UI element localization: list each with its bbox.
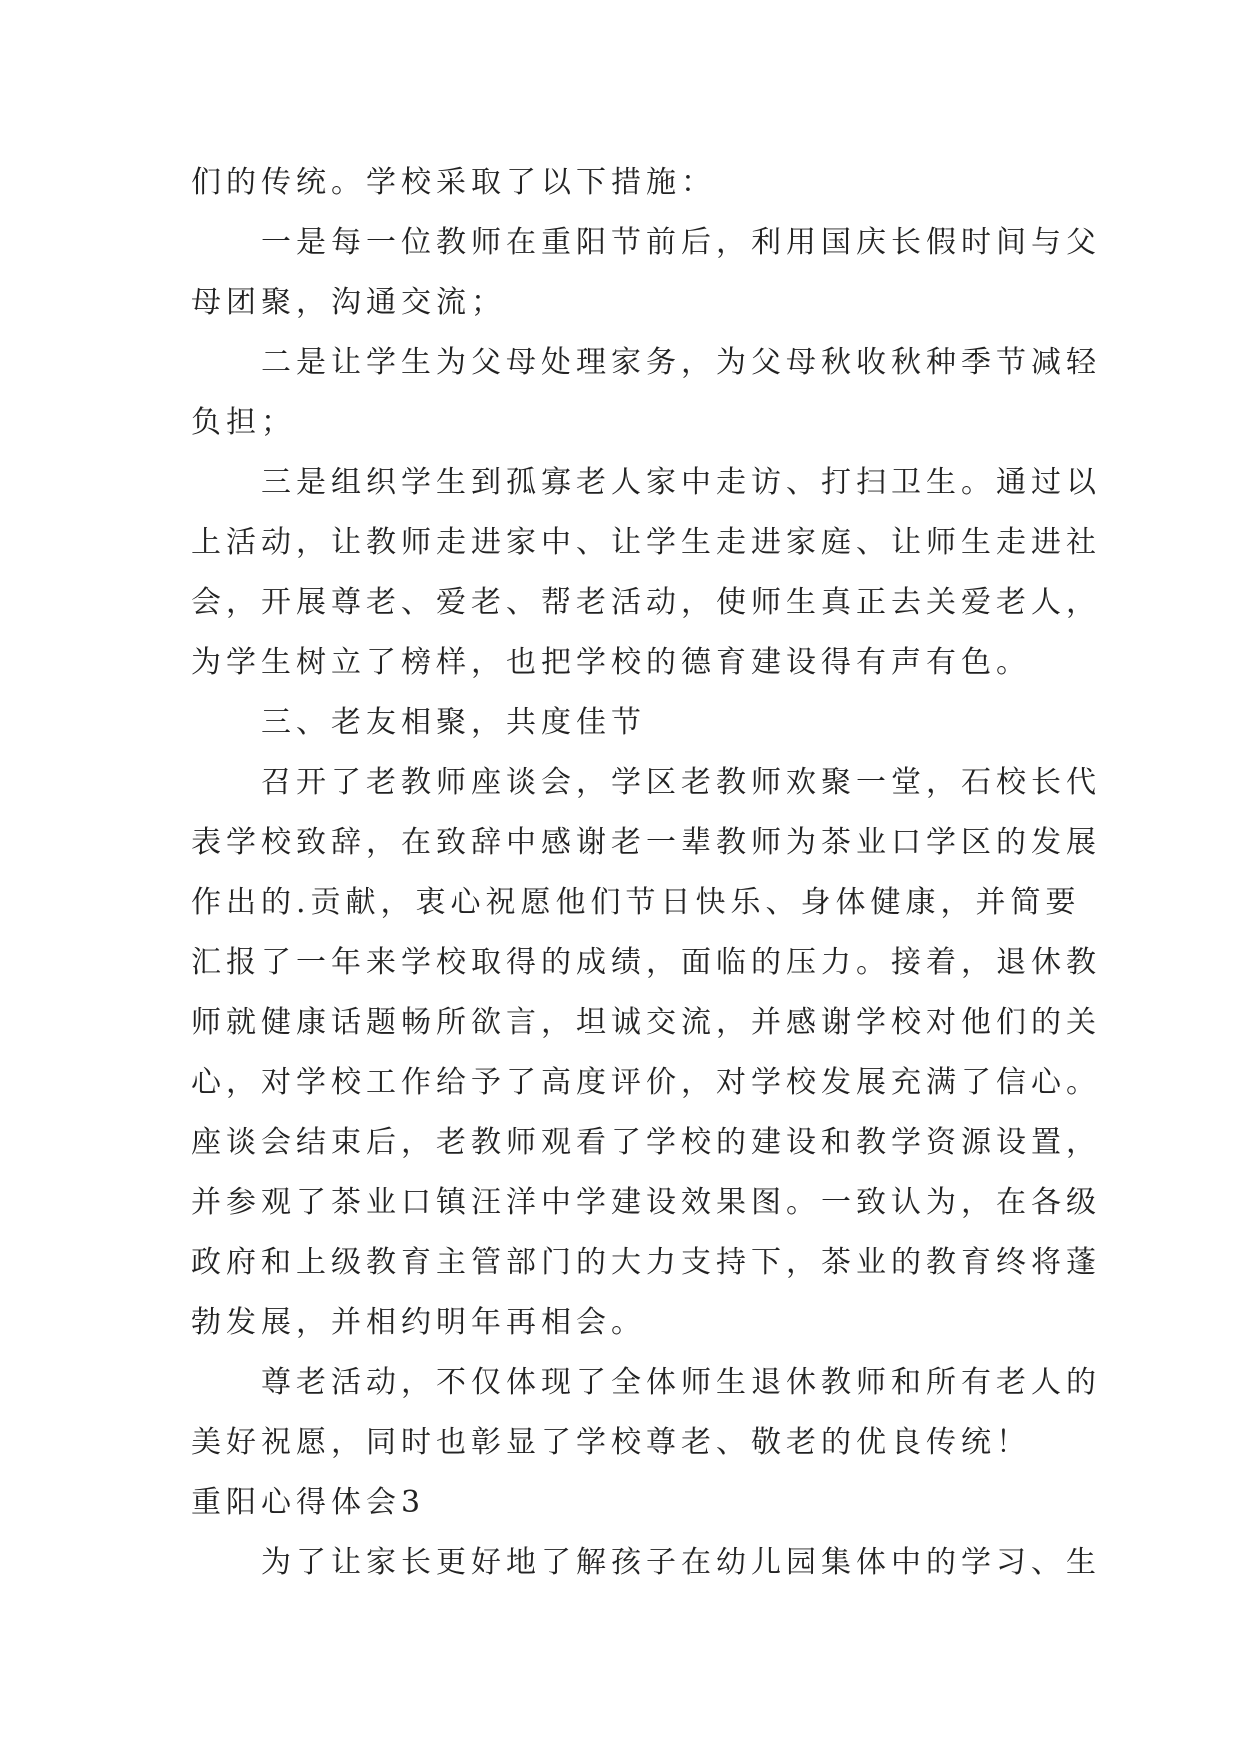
text-line: 上活动，让教师走进家中、让学生走进家庭、让师生走进社 [191,525,1101,560]
text-line: 师就健康话题畅所欲言，坦诚交流，并感谢学校对他们的关 [191,1005,1101,1040]
text-line: 为学生树立了榜样，也把学校的德育建设得有声有色。 [191,645,1031,680]
text-line: 召开了老教师座谈会，学区老教师欢聚一堂，石校长代 [261,765,1101,800]
text-line: 三是组织学生到孤寡老人家中走访、打扫卫生。通过以 [261,465,1101,500]
text-line: 尊老活动，不仅体现了全体师生退休教师和所有老人的 [261,1365,1101,1400]
text-line: 勃发展，并相约明年再相会。 [191,1305,646,1340]
text-line: 表学校致辞，在致辞中感谢老一辈教师为茶业口学区的发展 [191,825,1101,860]
text-line: 美好祝愿，同时也彰显了学校尊老、敬老的优良传统！ [191,1425,1031,1460]
document-body [191,153,1101,1593]
text-line: 汇报了一年来学校取得的成绩，面临的压力。接着，退休教 [191,945,1101,980]
text-line: 心，对学校工作给予了高度评价，对学校发展充满了信心。 [191,1065,1101,1100]
text-line: 重阳心得体会3 [191,1485,426,1520]
text-line: 二是让学生为父母处理家务，为父母秋收秋种季节减轻 [261,345,1101,380]
text-line: 并参观了茶业口镇汪洋中学建设效果图。一致认为，在各级 [191,1185,1101,1220]
text-line: 负担； [191,405,296,440]
text-line: 作出的.贡献，衷心祝愿他们节日快乐、身体健康，并简要 [191,885,1081,920]
text-line: 们的传统。学校采取了以下措施： [191,165,716,200]
text-line: 一是每一位教师在重阳节前后，利用国庆长假时间与父 [261,225,1101,260]
text-line: 母团聚，沟通交流； [191,285,506,320]
text-line: 政府和上级教育主管部门的大力支持下，茶业的教育终将蓬 [191,1245,1101,1280]
text-line: 三、老友相聚，共度佳节 [261,705,646,740]
text-line: 会，开展尊老、爱老、帮老活动，使师生真正去关爱老人， [191,585,1101,620]
text-line: 为了让家长更好地了解孩子在幼儿园集体中的学习、生 [261,1545,1101,1580]
text-line: 座谈会结束后，老教师观看了学校的建设和教学资源设置， [191,1125,1101,1160]
